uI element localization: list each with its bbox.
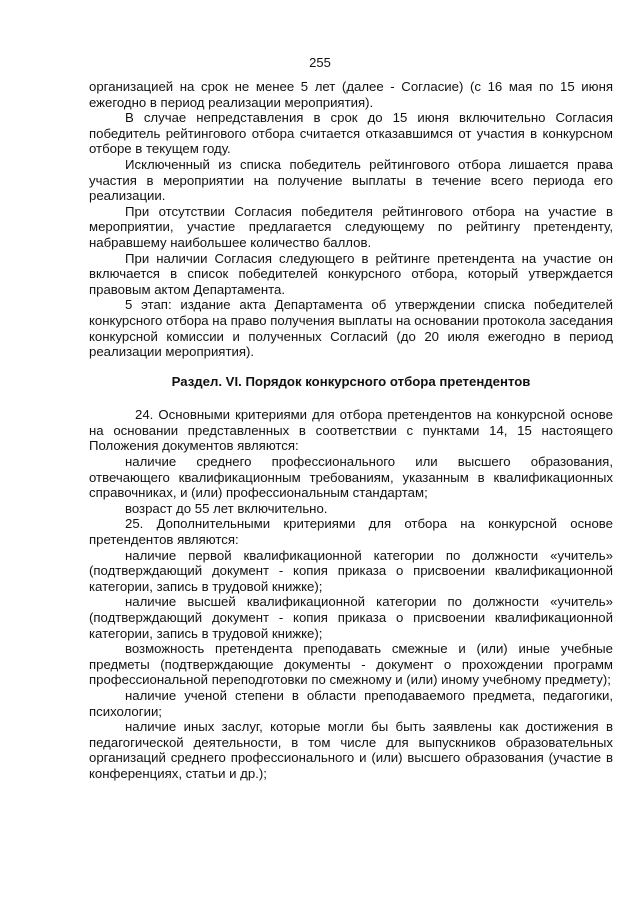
paragraph-continuation: организацией на срок не менее 5 лет (далее - Согласие) (с 16 мая по 15 июня ежегодно в период реализации мероприятия). bbox=[89, 79, 613, 110]
paragraph: При отсутствии Согласия победителя рейтингового отбора на участие в мероприятии, участие предлагается следующему по рейтингу претенденту, набравшему наибольшее количество баллов. bbox=[89, 203, 613, 250]
paragraph-clause-25: 25. Дополнительными критериями для отбора на конкурсной основе претендентов являются: bbox=[89, 516, 613, 548]
paragraph: Исключенный из списка победитель рейтингового отбора лишается права участия в мероприятии на получение выплаты в течение всего периода его реализации. bbox=[89, 156, 613, 204]
paragraph: 5 этап: издание акта Департамента об утверждении списка победителей конкурсного отбора на право получения выплаты на основании протокола заседания конкурсной комиссии и полученных Согласий (до 20 июля ежегодно в период реализации мероприятия). bbox=[89, 297, 613, 360]
document-body bbox=[89, 79, 613, 782]
paragraph: наличие первой квалификационной категории по должности «учитель» (подтверждающий документ - копия приказа о присвоении квалификационной категории, запись в трудовой книжке); bbox=[89, 547, 613, 594]
paragraph: наличие высшей квалификационной категории по должности «учитель» (подтверждающий документ - копия приказа о присвоении квалификационной категории, запись в трудовой книжке); bbox=[89, 594, 613, 641]
paragraph: При наличии Согласия следующего в рейтинге претендента на участие он включается в список победителей конкурсного отбора, который утверждается правовым актом Департамента. bbox=[89, 250, 613, 297]
paragraph-clause-24: 24. Основными критериями для отбора претендентов на конкурсной основе на основании представленных в соответствии с пунктами 14, 15 настоящего Положения документов являются: bbox=[89, 407, 613, 454]
paragraph: наличие иных заслуг, которые могли бы быть заявлены как достижения в педагогической деятельности, в том числе для выпускников образовательных организаций среднего профессионального и (или) высшего образования (участие в конференциях, статьи и др.); bbox=[89, 719, 613, 781]
paragraph: возраст до 55 лет включительно. bbox=[125, 500, 328, 516]
paragraph: В случае непредставления в срок до 15 июня включительно Согласия победитель рейтингового отбора считается отказавшимся от участия в конкурсном отборе в текущем году. bbox=[89, 110, 613, 157]
paragraph: наличие среднего профессионального или высшего образования, отвечающего квалификационным требованиям, указанным в квалификационных справочниках, и (или) профессиональным стандартам; bbox=[89, 454, 613, 501]
section-heading: Раздел. VI. Порядок конкурсного отбора претендентов bbox=[171, 373, 531, 389]
page-number: 255 bbox=[309, 55, 331, 70]
paragraph: наличие ученой степени в области преподаваемого предмета, педагогики, психологии; bbox=[89, 687, 613, 719]
paragraph: возможность претендента преподавать смежные и (или) иные учебные предметы (подтверждающие документы - документ о прохождении программ профессиональной переподготовки по смежному и (или) иному учебному предмету); bbox=[89, 641, 613, 688]
